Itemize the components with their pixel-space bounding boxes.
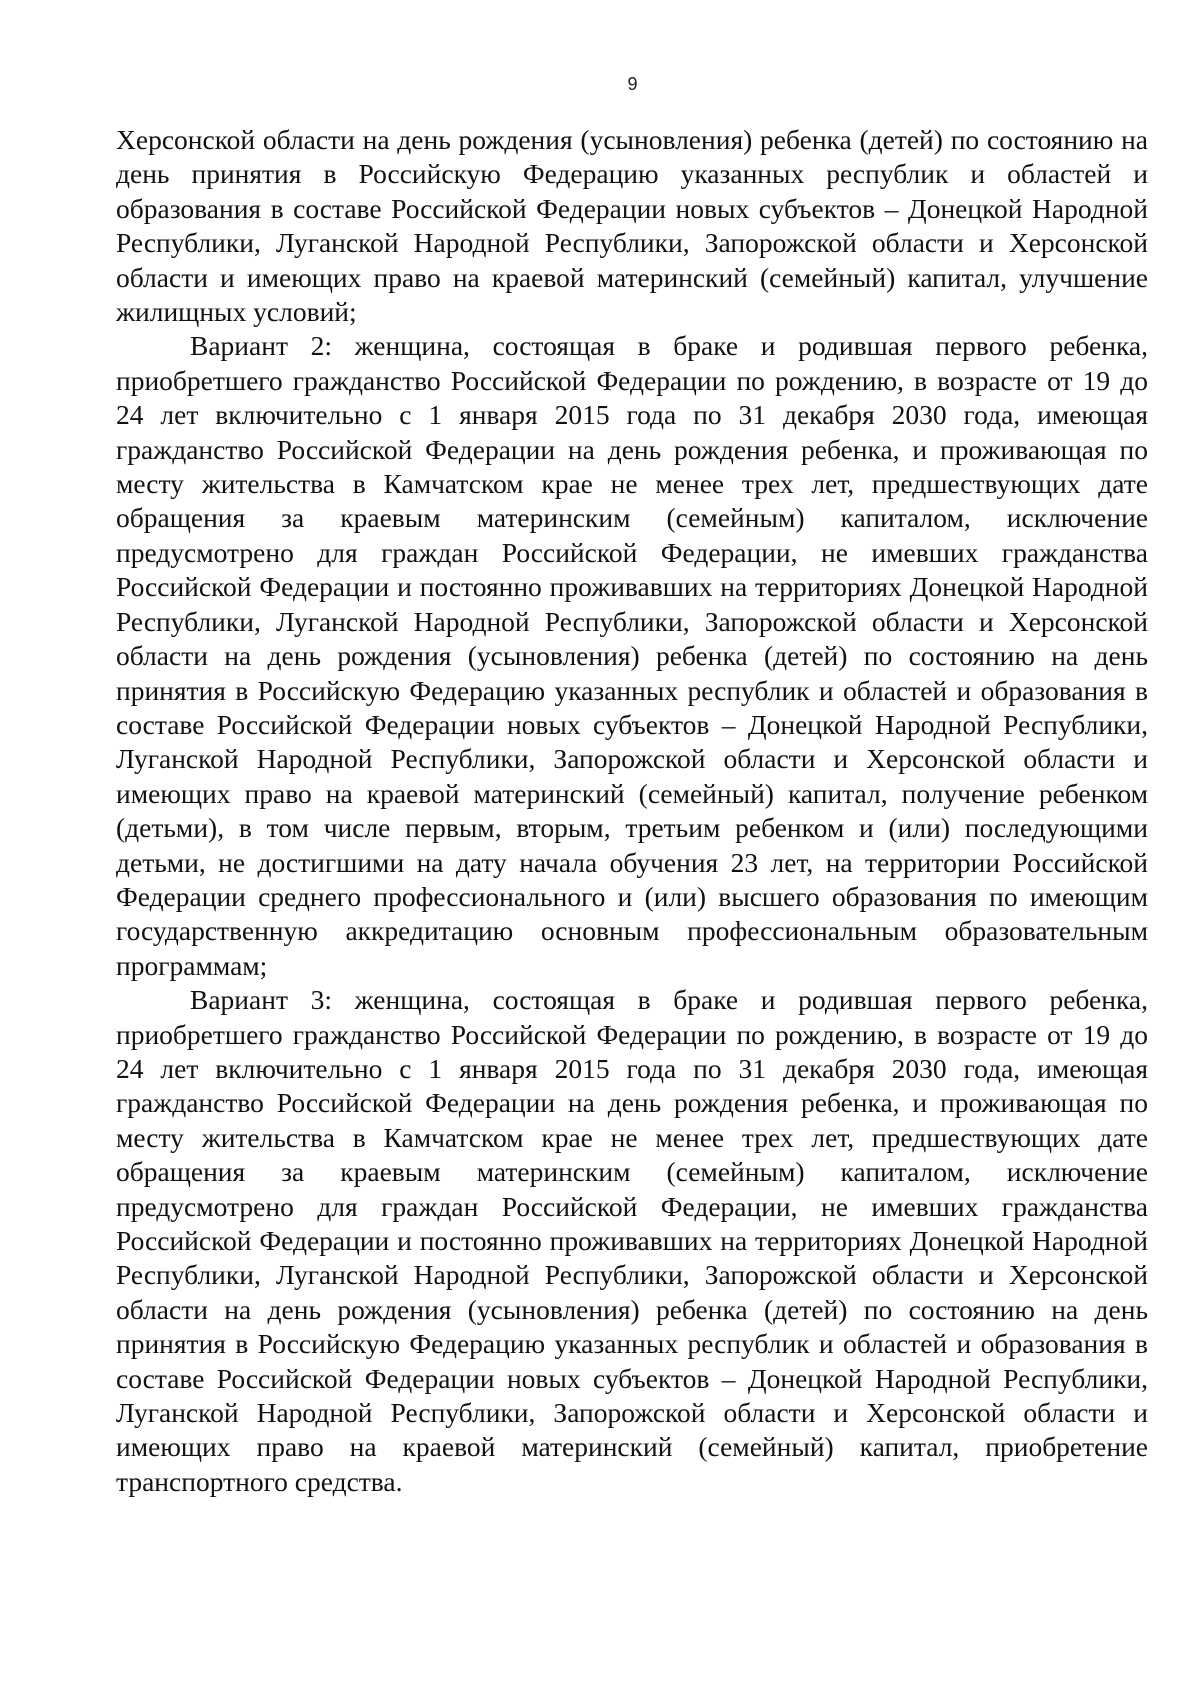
paragraph-variant-2: Вариант 2: женщина, состоящая в браке и родившая первого ребенка, приобретшего гражданство Российской Федерации по рождению, в возрасте от 19 до 24 лет включительно с 1 января 2015 года по 31 декабря 2030 года, имеющая гражданство Российской Федерации на день рождения ребенка, и проживающая по месту жительства в Камчатском крае не менее трех лет, предшествующих дате обращения за краевым материнским (семейным) капиталом, исключение предусмотрено для граждан Российской Федерации, не имевших гражданства Российской Федерации и постоянно проживавших на территориях Донецкой Народной Республики, Луганской Народной Республики, Запорожской области и Херсонской области на день рождения (усыновления) ребенка (детей) по состоянию на день принятия в Российскую Федерацию указанных республик и областей и образования в составе Российской Федерации новых субъектов – Донецкой Народной Республики, Луганской Народной Республики, Запорожской области и Херсонской области и имеющих право на краевой материнский (семейный) капитал, получение ребенком (детьми), в том числе первым, вторым, третьим ребенком и (или) последующими детьми, не достигшими на дату начала обучения 23 лет, на территории Российской Федерации среднего профессионального и (или) высшего образования по имеющим государственную аккредитацию основным профессиональным образовательным программам;: [116, 330, 1148, 981]
document-body: [116, 123, 1148, 1499]
paragraph-variant-3: Вариант 3: женщина, состоящая в браке и родившая первого ребенка, приобретшего гражданство Российской Федерации по рождению, в возрасте от 19 до 24 лет включительно с 1 января 2015 года по 31 декабря 2030 года, имеющая гражданство Российской Федерации на день рождения ребенка, и проживающая по месту жительства в Камчатском крае не менее трех лет, предшествующих дате обращения за краевым материнским (семейным) капиталом, исключение предусмотрено для граждан Российской Федерации, не имевших гражданства Российской Федерации и постоянно проживавших на территориях Донецкой Народной Республики, Луганской Народной Республики, Запорожской области и Херсонской области на день рождения (усыновления) ребенка (детей) по состоянию на день принятия в Российскую Федерацию указанных республик и областей и образования в составе Российской Федерации новых субъектов – Донецкой Народной Республики, Луганской Народной Республики, Запорожской области и Херсонской области и имеющих право на краевой материнский (семейный) капитал, приобретение транспортного средства.: [116, 984, 1148, 1497]
page-number: 9: [627, 74, 638, 94]
paragraph-continuation: Херсонской области на день рождения (усыновления) ребенка (детей) по состоянию на день принятия в Российскую Федерацию указанных республик и областей и образования в составе Российской Федерации новых субъектов – Донецкой Народной Республики, Луганской Народной Республики, Запорожской области и Херсонской области и имеющих право на краевой материнский (семейный) капитал, улучшение жилищных условий;: [116, 124, 1148, 328]
